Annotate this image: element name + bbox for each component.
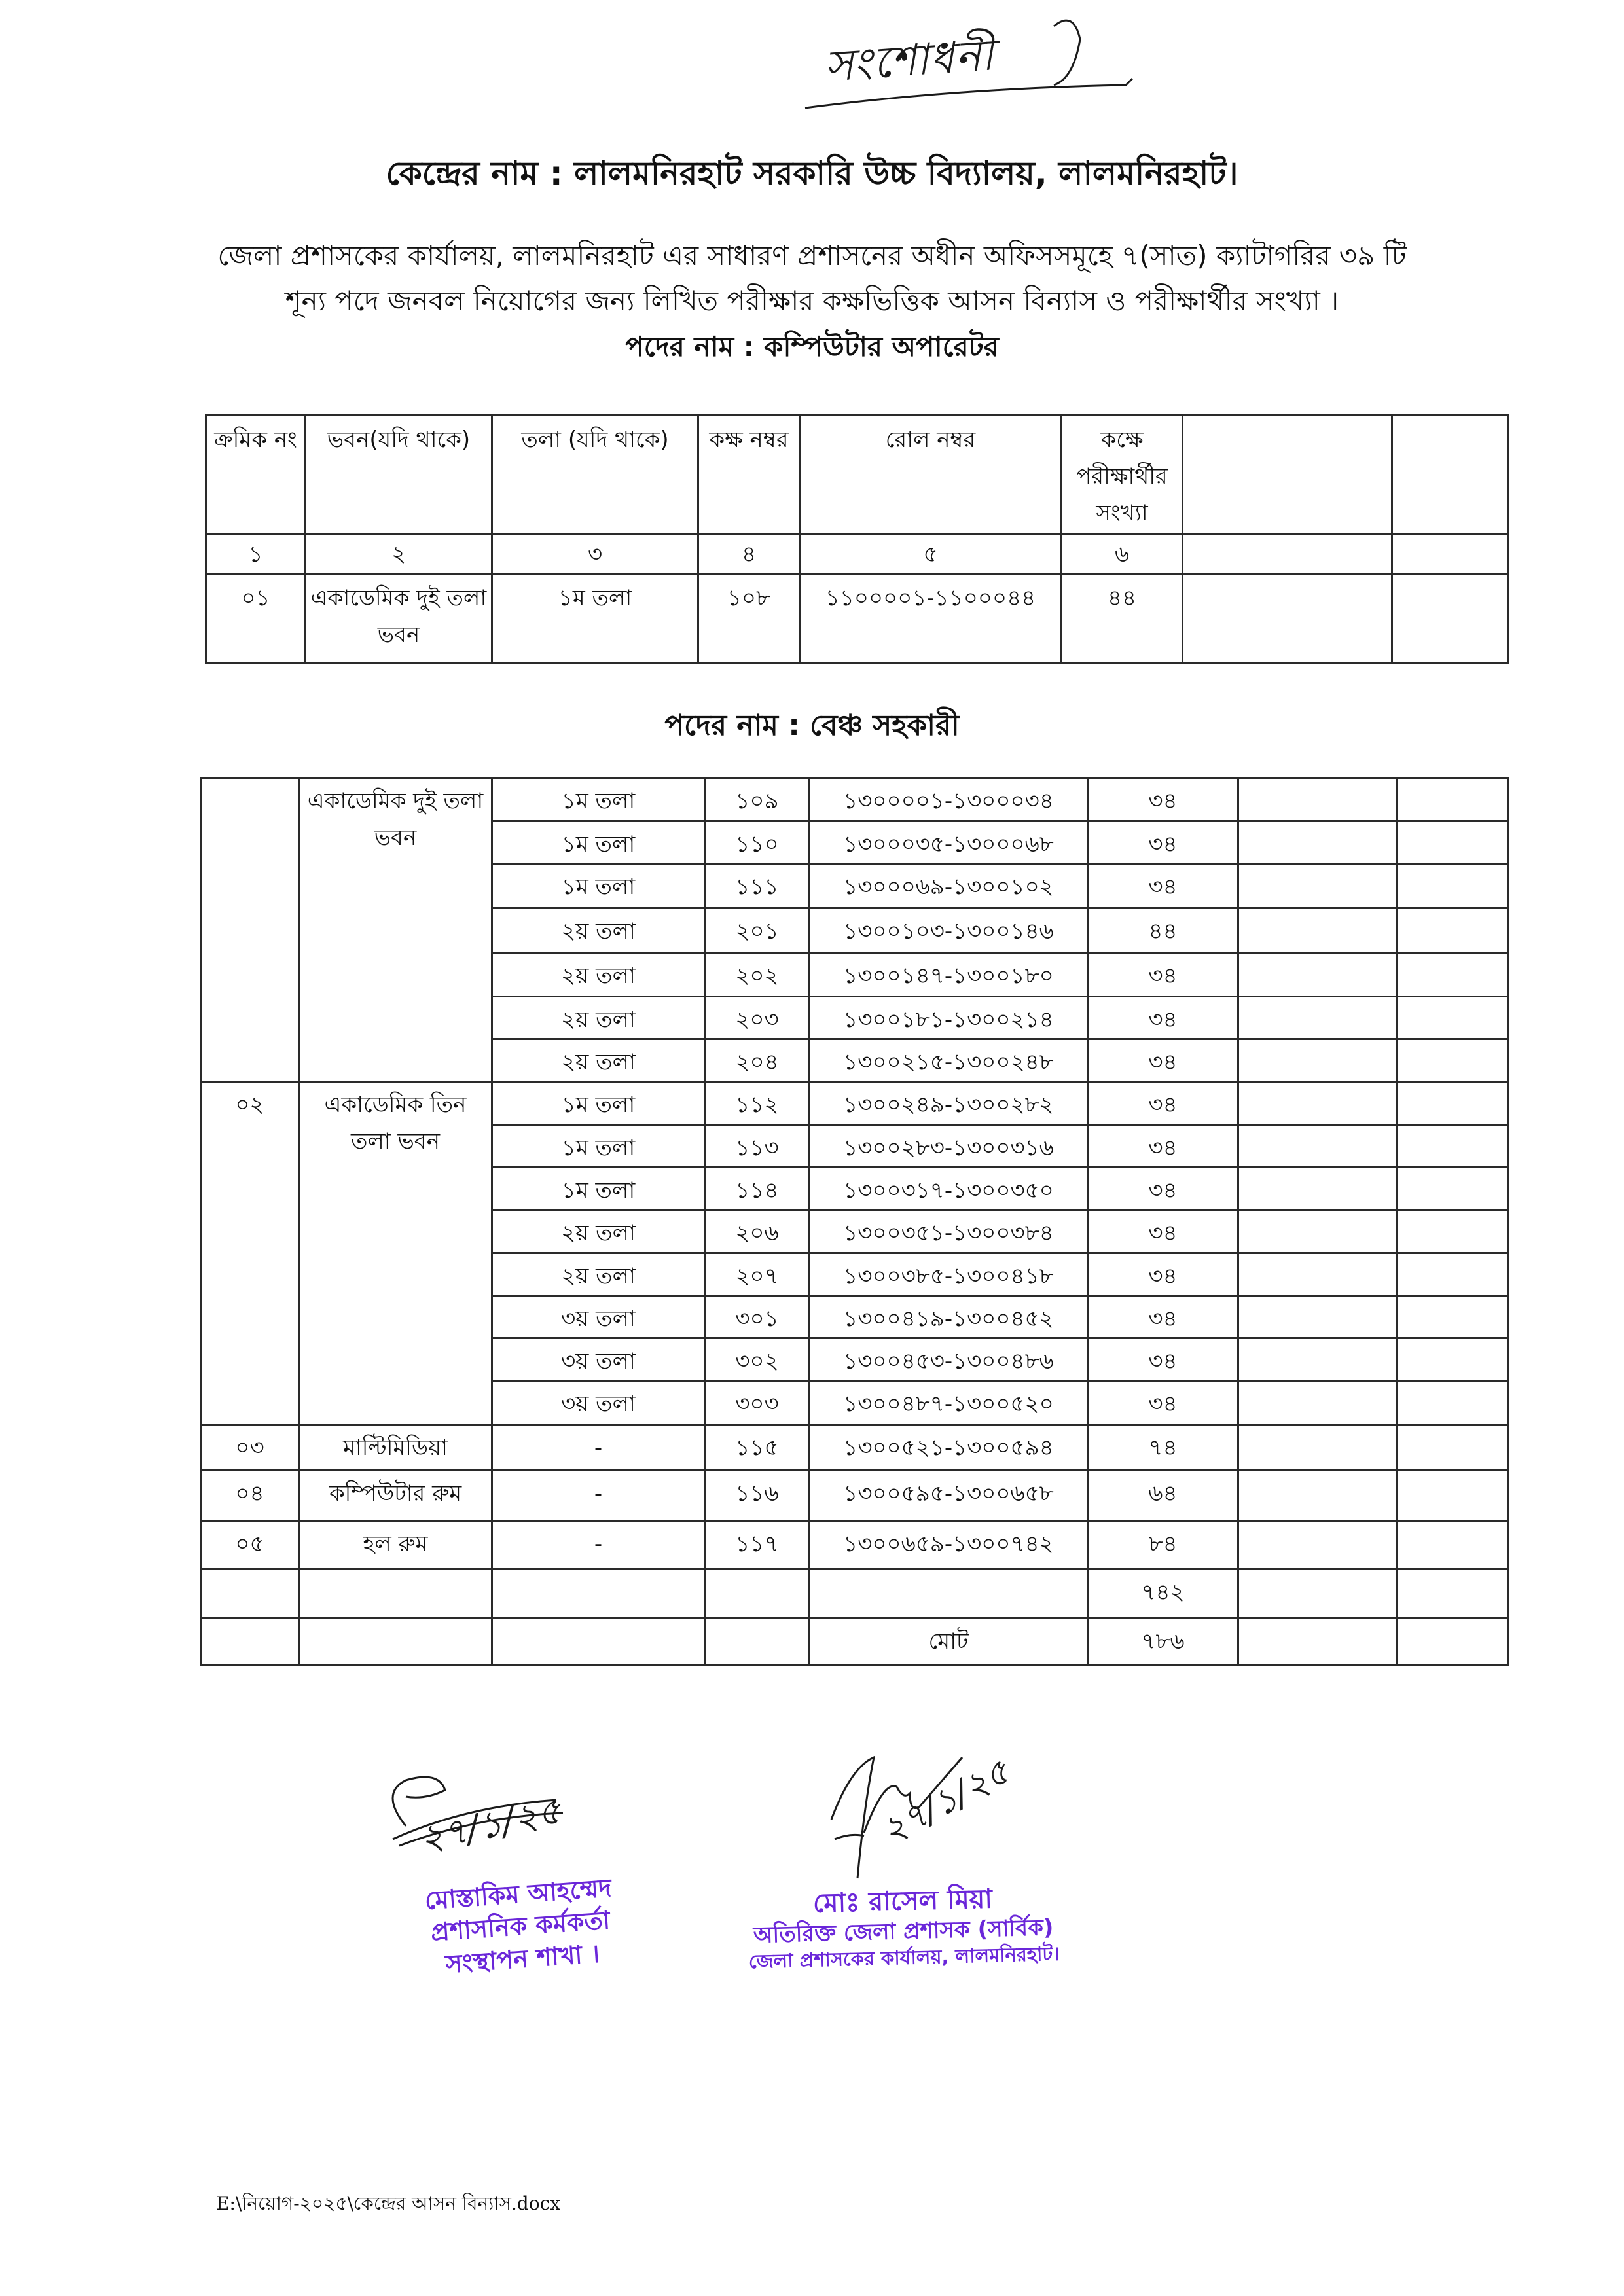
table-header-row bbox=[206, 416, 1509, 534]
cell-room: ১০৯ bbox=[705, 778, 810, 821]
subtotal-value: ৭৪২ bbox=[1088, 1569, 1238, 1618]
cell-count: ৮৪ bbox=[1088, 1520, 1238, 1569]
cell-count: ৪৪ bbox=[1088, 908, 1238, 953]
cell-blank bbox=[1397, 1470, 1509, 1520]
cell-floor: ৩য় তলা bbox=[492, 1338, 705, 1380]
cell-roll: ১৩০০২১৫-১৩০০২৪৮ bbox=[810, 1039, 1088, 1082]
cell-blank bbox=[1238, 997, 1397, 1039]
cell-floor: ২য় তলা bbox=[492, 1039, 705, 1082]
cell-blank bbox=[1238, 908, 1397, 953]
cell-roll: ১৩০০০৩৫-১৩০০০৬৮ bbox=[810, 821, 1088, 864]
header-count: কক্ষে পরীক্ষার্থীর সংখ্যা bbox=[1062, 416, 1183, 534]
stamp-right bbox=[732, 1880, 1074, 1973]
cell-count: ৩৪ bbox=[1088, 1338, 1238, 1380]
cell-serial: ০১ bbox=[206, 574, 306, 663]
cell-blank bbox=[705, 1569, 810, 1618]
cell-blank bbox=[1397, 1338, 1509, 1380]
cell-floor: ২য় তলা bbox=[492, 953, 705, 997]
cell-count: ৩৪ bbox=[1088, 1125, 1238, 1168]
signature-left-date: ২৭/১/২৫ bbox=[415, 1789, 566, 1861]
table-row bbox=[201, 1520, 1509, 1569]
cell-room: ২০২ bbox=[705, 953, 810, 997]
cell-blank bbox=[1238, 1082, 1397, 1125]
cell-floor: ১ম তলা bbox=[492, 1168, 705, 1210]
col-number: ৪ bbox=[698, 534, 800, 574]
cell-roll: ১৩০০৫৯৫-১৩০০৬৫৮ bbox=[810, 1470, 1088, 1520]
post-title-computer-operator: পদের নাম : কম্পিউটার অপারেটর bbox=[625, 331, 999, 363]
cell-blank bbox=[1397, 1253, 1509, 1295]
cell-room: ১১২ bbox=[705, 1082, 810, 1125]
cell-blank bbox=[1238, 1039, 1397, 1082]
cell-roll: ১৩০০৩৫১-১৩০০৩৮৪ bbox=[810, 1210, 1088, 1253]
cell-building: একাডেমিক দুই তলা ভবন bbox=[299, 778, 492, 1082]
cell-blank bbox=[1397, 1082, 1509, 1125]
cell-count: ৩৪ bbox=[1088, 1210, 1238, 1253]
total-label: মোট bbox=[810, 1618, 1088, 1665]
cell-roll: ১৩০০২৮৩-১৩০০৩১৬ bbox=[810, 1125, 1088, 1168]
cell-blank bbox=[1392, 574, 1509, 663]
cell-blank bbox=[1238, 1295, 1397, 1338]
cell-building: একাডেমিক তিন তলা ভবন bbox=[299, 1082, 492, 1425]
cell-count: ৩৪ bbox=[1088, 864, 1238, 908]
col-number: ২ bbox=[306, 534, 492, 574]
cell-blank bbox=[810, 1569, 1088, 1618]
cell-roll: ১৩০০৪১৯-১৩০০৪৫২ bbox=[810, 1295, 1088, 1338]
cell-floor: ১ম তলা bbox=[492, 574, 698, 663]
cell-room: ১১১ bbox=[705, 864, 810, 908]
cell-roll: ১৩০০০০১-১৩০০০৩৪ bbox=[810, 778, 1088, 821]
cell-building: একাডেমিক দুই তলা ভবন bbox=[306, 574, 492, 663]
seat-plan-table-computer-operator bbox=[205, 414, 1509, 664]
cell-blank bbox=[1397, 1618, 1509, 1665]
cell-serial bbox=[201, 778, 299, 1082]
cell-room: ২০৬ bbox=[705, 1210, 810, 1253]
cell-room: ৩০১ bbox=[705, 1295, 810, 1338]
table-row bbox=[201, 1082, 1509, 1125]
header-blank-2 bbox=[1392, 416, 1509, 534]
column-number-row bbox=[206, 534, 1509, 574]
post-title-bench-assistant: পদের নাম : বেঞ্চ সহকারী bbox=[664, 709, 960, 742]
cell-floor: ২য় তলা bbox=[492, 1253, 705, 1295]
table-row bbox=[201, 778, 1509, 821]
cell-blank bbox=[1238, 1470, 1397, 1520]
cell-floor: ২য় তলা bbox=[492, 1210, 705, 1253]
cell-room: ১১৩ bbox=[705, 1125, 810, 1168]
table-row bbox=[201, 1424, 1509, 1470]
cell-blank bbox=[1397, 821, 1509, 864]
cell-count: ৩৪ bbox=[1088, 1039, 1238, 1082]
col-number-blank bbox=[1392, 534, 1509, 574]
cell-roll: ১৩০০২৪৯-১৩০০২৮২ bbox=[810, 1082, 1088, 1125]
cell-serial: ০৩ bbox=[201, 1424, 299, 1470]
cell-blank bbox=[1397, 1039, 1509, 1082]
cell-roll: ১৩০০৩১৭-১৩০০৩৫০ bbox=[810, 1168, 1088, 1210]
cell-blank bbox=[201, 1569, 299, 1618]
cell-roll: ১৩০০৬৫৯-১৩০০৭৪২ bbox=[810, 1520, 1088, 1569]
cell-floor: ১ম তলা bbox=[492, 1082, 705, 1125]
cell-floor: ১ম তলা bbox=[492, 864, 705, 908]
cell-count: ৩৪ bbox=[1088, 997, 1238, 1039]
header-roll: রোল নম্বর bbox=[800, 416, 1062, 534]
cell-count: ৬৪ bbox=[1088, 1470, 1238, 1520]
total-value: ৭৮৬ bbox=[1088, 1618, 1238, 1665]
header-building: ভবন(যদি থাকে) bbox=[306, 416, 492, 534]
cell-floor: - bbox=[492, 1424, 705, 1470]
cell-blank bbox=[1397, 1520, 1509, 1569]
cell-count: ৪৪ bbox=[1062, 574, 1183, 663]
table-row bbox=[201, 1470, 1509, 1520]
cell-blank bbox=[705, 1618, 810, 1665]
col-number: ৫ bbox=[800, 534, 1062, 574]
cell-blank bbox=[1238, 821, 1397, 864]
cell-count: ৩৪ bbox=[1088, 1380, 1238, 1424]
corrigendum-text: সংশোধনী bbox=[823, 29, 997, 92]
stamp-right-designation: অতিরিক্ত জেলা প্রশাসক (সার্বিক) bbox=[753, 1914, 1054, 1948]
cell-blank bbox=[492, 1569, 705, 1618]
intro-line-2: শূন্য পদে জনবল নিয়োগের জন্য লিখিত পরীক্ষার কক্ষভিত্তিক আসন বিন্যাস ও পরীক্ষার্থীর সংখ্যা । bbox=[285, 285, 1339, 317]
cell-room: ৩০৩ bbox=[705, 1380, 810, 1424]
header-floor: তলা (যদি থাকে) bbox=[492, 416, 698, 534]
cell-floor: ৩য় তলা bbox=[492, 1380, 705, 1424]
cell-roll: ১৩০০৫২১-১৩০০৫৯৪ bbox=[810, 1424, 1088, 1470]
cell-count: ৩৪ bbox=[1088, 1168, 1238, 1210]
stamp-left-name: মোস্তাকিম আহম্মেদ bbox=[424, 1873, 613, 1916]
cell-blank bbox=[1397, 1424, 1509, 1470]
stamp-left-section: সংস্থাপন শাখা । bbox=[444, 1939, 601, 1979]
cell-blank bbox=[1238, 1380, 1397, 1424]
cell-blank bbox=[299, 1618, 492, 1665]
header-blank-1 bbox=[1183, 416, 1392, 534]
cell-count: ৩৪ bbox=[1088, 953, 1238, 997]
cell-building: মাল্টিমিডিয়া bbox=[299, 1424, 492, 1470]
cell-count: ৩৪ bbox=[1088, 1253, 1238, 1295]
cell-blank bbox=[1397, 1125, 1509, 1168]
cell-blank bbox=[1397, 1380, 1509, 1424]
cell-roll: ১৩০০১৪৭-১৩০০১৮০ bbox=[810, 953, 1088, 997]
cell-room: ১১০ bbox=[705, 821, 810, 864]
cell-room: ১১৬ bbox=[705, 1470, 810, 1520]
cell-blank bbox=[1397, 953, 1509, 997]
cell-room: ২০১ bbox=[705, 908, 810, 953]
cell-count: ৩৪ bbox=[1088, 1295, 1238, 1338]
stamp-right-name: মোঃ রাসেল মিয়া bbox=[812, 1884, 993, 1919]
cell-blank bbox=[1397, 997, 1509, 1039]
table-row bbox=[206, 574, 1509, 663]
cell-roll: ১৩০০০৬৯-১৩০০১০২ bbox=[810, 864, 1088, 908]
cell-serial: ০২ bbox=[201, 1082, 299, 1425]
stamp-right-office: জেলা প্রশাসকের কার্যালয়, লালমনিরহাট। bbox=[748, 1942, 1060, 1973]
corrigendum-handwritten-mark bbox=[759, 13, 1152, 118]
cell-blank bbox=[1397, 864, 1509, 908]
subtotal-row bbox=[201, 1569, 1509, 1618]
seat-plan-table-bench-assistant bbox=[200, 777, 1509, 1666]
cell-floor: ৩য় তলা bbox=[492, 1295, 705, 1338]
cell-blank bbox=[1397, 778, 1509, 821]
cell-blank bbox=[1397, 1210, 1509, 1253]
cell-blank bbox=[1238, 953, 1397, 997]
cell-blank bbox=[1238, 1125, 1397, 1168]
cell-blank bbox=[1397, 1295, 1509, 1338]
cell-floor: ২য় তলা bbox=[492, 997, 705, 1039]
cell-room: ২০৪ bbox=[705, 1039, 810, 1082]
cell-room: ২০৩ bbox=[705, 997, 810, 1039]
cell-room: ৩০২ bbox=[705, 1338, 810, 1380]
cell-blank bbox=[1238, 1520, 1397, 1569]
cell-count: ৩৪ bbox=[1088, 1082, 1238, 1125]
cell-roll: ১৩০০১৮১-১৩০০২১৪ bbox=[810, 997, 1088, 1039]
cell-floor: ১ম তলা bbox=[492, 1125, 705, 1168]
cell-serial: ০৪ bbox=[201, 1470, 299, 1520]
cell-blank bbox=[1183, 574, 1392, 663]
signature-underline-icon bbox=[759, 13, 1152, 118]
signature-right-date: ২৭/১/২৫ bbox=[874, 1750, 1017, 1852]
cell-floor: - bbox=[492, 1470, 705, 1520]
cell-count: ৩৪ bbox=[1088, 778, 1238, 821]
col-number: ৩ bbox=[492, 534, 698, 574]
cell-room: ১০৮ bbox=[698, 574, 800, 663]
cell-blank bbox=[1238, 1569, 1397, 1618]
header-serial: ক্রমিক নং bbox=[206, 416, 306, 534]
cell-roll: ১৩০০৩৮৫-১৩০০৪১৮ bbox=[810, 1253, 1088, 1295]
cell-blank bbox=[1397, 1168, 1509, 1210]
cell-blank bbox=[1397, 908, 1509, 953]
cell-room: ১১৫ bbox=[705, 1424, 810, 1470]
footer-file-path: E:\নিয়োগ-২০২৫\কেন্দ্রের আসন বিন্যাস.docx bbox=[216, 2193, 561, 2214]
col-number-blank bbox=[1183, 534, 1392, 574]
cell-blank bbox=[1238, 1168, 1397, 1210]
cell-serial: ০৫ bbox=[201, 1520, 299, 1569]
cell-room: ১১৭ bbox=[705, 1520, 810, 1569]
cell-building: হল রুম bbox=[299, 1520, 492, 1569]
cell-blank bbox=[1238, 778, 1397, 821]
cell-count: ৩৪ bbox=[1088, 821, 1238, 864]
header-room: কক্ষ নম্বর bbox=[698, 416, 800, 534]
total-row bbox=[201, 1618, 1509, 1665]
cell-blank bbox=[1238, 1253, 1397, 1295]
stamp-left bbox=[363, 1868, 677, 1986]
cell-count: ৭৪ bbox=[1088, 1424, 1238, 1470]
cell-blank bbox=[1238, 1210, 1397, 1253]
cell-floor: ১ম তলা bbox=[492, 778, 705, 821]
cell-blank bbox=[1238, 864, 1397, 908]
cell-blank bbox=[299, 1569, 492, 1618]
center-title: কেন্দ্রের নাম : লালমনিরহাট সরকারি উচ্চ বিদ্যালয়, লালমনিরহাট। bbox=[386, 154, 1238, 192]
col-number: ৬ bbox=[1062, 534, 1183, 574]
cell-blank bbox=[492, 1618, 705, 1665]
cell-blank bbox=[1397, 1569, 1509, 1618]
stamp-left-designation: প্রশাসনিক কর্মকর্তা bbox=[429, 1905, 611, 1947]
cell-roll: ১১০০০০১-১১০০০৪৪ bbox=[800, 574, 1062, 663]
cell-blank bbox=[1238, 1338, 1397, 1380]
col-number: ১ bbox=[206, 534, 306, 574]
cell-floor: ২য় তলা bbox=[492, 908, 705, 953]
intro-line-1: জেলা প্রশাসকের কার্যালয়, লালমনিরহাট এর সাধারণ প্রশাসনের অধীন অফিসসমূহে ৭(সাত) ক্যাটাগরির ৩৯ টি bbox=[217, 240, 1407, 272]
cell-blank bbox=[1238, 1618, 1397, 1665]
cell-room: ২০৭ bbox=[705, 1253, 810, 1295]
cell-roll: ১৩০০৪৮৭-১৩০০৫২০ bbox=[810, 1380, 1088, 1424]
cell-roll: ১৩০০১০৩-১৩০০১৪৬ bbox=[810, 908, 1088, 953]
cell-building: কম্পিউটার রুম bbox=[299, 1470, 492, 1520]
cell-floor: - bbox=[492, 1520, 705, 1569]
cell-blank bbox=[201, 1618, 299, 1665]
cell-roll: ১৩০০৪৫৩-১৩০০৪৮৬ bbox=[810, 1338, 1088, 1380]
cell-room: ১১৪ bbox=[705, 1168, 810, 1210]
cell-blank bbox=[1238, 1424, 1397, 1470]
cell-floor: ১ম তলা bbox=[492, 821, 705, 864]
